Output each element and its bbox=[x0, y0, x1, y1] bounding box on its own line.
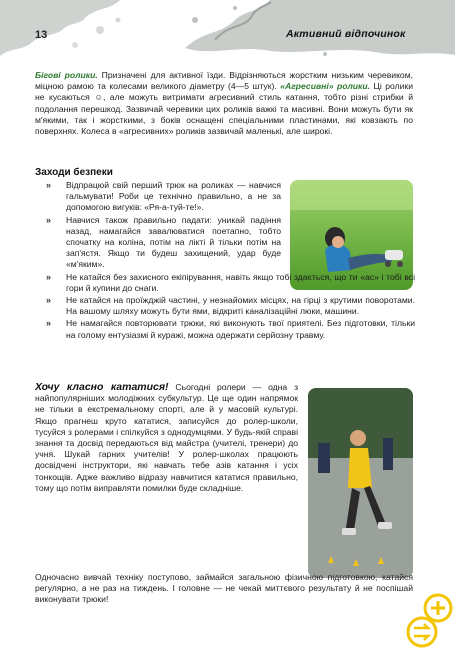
running-skates-text: Призначені для активної їзди. Відрізняються жорстким низьким черевиком, міцною рамою та колесами великого діаметру (4—5 штук). bbox=[35, 70, 413, 92]
term-aggressive-skates: «Агресивні» ролики. bbox=[280, 81, 371, 92]
safety-list bbox=[35, 180, 415, 342]
aggressive-skates-text: Ці ролики не кусаються ☺, але можуть витримати агресивний стиль катання, тобто різні стрибки й подолання перешкод. Зазвичай черевики цих роликів важкі та масивні. Вони можуть бути як м'якими, так і жорсткими, з боків оснащені спеціальними пластинами, які ковзають по поверхнях. Колеса в «агресивних» роликів зазвичай маленькі, але широкі. bbox=[35, 81, 413, 137]
bullet-icon: » bbox=[46, 214, 52, 225]
page-number: 13 bbox=[35, 29, 48, 41]
rollers-paragraph-continued: Одночасно вивчай техніку поступово, займайся загальною фізичною підготовкою, катайся регулярно, а не раз на тиждень. І головне — не чекай миттєвого результату й не поспішай виконувати трюки! bbox=[35, 572, 413, 605]
photo-girl-slalom-skating bbox=[308, 388, 413, 578]
bullet-icon: » bbox=[46, 318, 52, 329]
safety-item: » Не катайся без захисного екіпірування, навіть якщо тобі здається, що ти «ас» і тобі всі гори й купини до снаги. bbox=[46, 271, 415, 293]
section-title: Активний відпочинок bbox=[286, 28, 406, 40]
safety-item: » Не катайся на проїжджій частині, у незнайомих місцях, на гірці з крутими поворотами. На вашому шляху можуть бути ями, відкриті каналізаційні люки, машини. bbox=[46, 295, 415, 317]
plus-arrow-icons bbox=[398, 592, 455, 650]
intro-paragraph bbox=[35, 70, 413, 137]
rollers-heading: Хочу класно кататися! bbox=[35, 381, 169, 393]
bullet-icon: » bbox=[46, 295, 52, 306]
safety-item: » Відпрацюй свій перший трюк на роликах — навчися гальмувати! Роби це технічно правильно, а не за допомогою вигуків: «Ря-а-туй-те!». bbox=[46, 180, 281, 213]
rollers-paragraph bbox=[35, 382, 298, 494]
ink-splash-decoration bbox=[0, 0, 150, 60]
bullet-icon: » bbox=[46, 271, 52, 282]
term-running-skates: Бігові ролики. bbox=[35, 70, 98, 80]
safety-item: » Навчися також правильно падати: уникай падіння назад, намагайся завалюватися поетапно, тобто спочатку на коліна, потім на лікті й тільки потім на зап'ястя. Якщо ти будеш захищений, удар буде «м'яким». bbox=[46, 214, 281, 270]
safety-heading: Заходи безпеки bbox=[35, 167, 113, 178]
safety-item: » Не намагайся повторювати трюки, які виконують твої приятелі. Без підготовки, тільки на голому ентузіазмі й куражі, можна одержати серйозну травму. bbox=[46, 318, 415, 340]
bullet-icon: » bbox=[46, 180, 52, 190]
rollers-text: Сьогодні ролери — одна з найпопулярніших молодіжних субкультур. Це ще один напрямок не тільки в екстремальному спорті, але й у масовій культурі. Якщо прагнеш круто кататися, записуйся до ролер-школи, тусуйся з ролерами і спілкуйся з однодумцями. У будь-якій справі знання та досвід передаються від майстра (учителі, тренери) до учня. Шукай гарних учителів! У ролер-школах працюють досвідчені інструктори, які навчать тебе азів катання і усіх тонкощів. Адже важливо відразу навчитися кататися правильно, тому що потім виправляти помилки буде складніше. bbox=[35, 382, 299, 493]
